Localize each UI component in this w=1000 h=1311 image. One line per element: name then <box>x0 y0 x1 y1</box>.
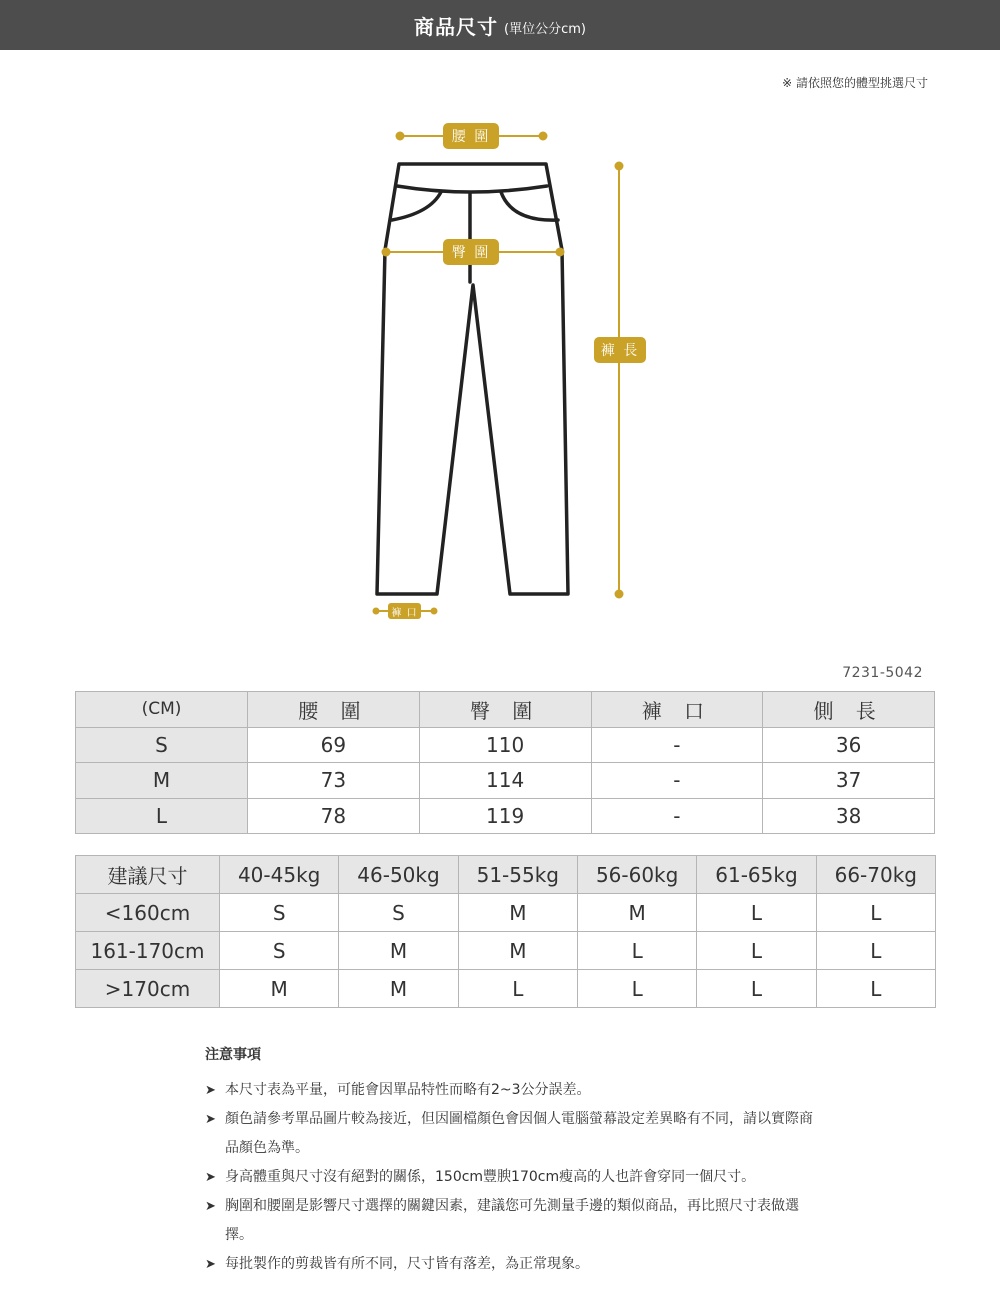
col-header-weight: 61-65kg <box>697 856 816 894</box>
note-text: 本尺寸表為平量，可能會因單品特性而略有2~3公分誤差。 <box>225 1082 591 1098</box>
list-item <box>205 1076 825 1105</box>
size-selection-note: ※ 請依照您的體型挑選尺寸 <box>782 76 928 90</box>
col-header-side-length: 側 長 <box>763 692 935 728</box>
table-cell: L <box>697 932 816 970</box>
table-cell: 36 <box>763 727 935 763</box>
col-header-waist: 腰 圍 <box>248 692 420 728</box>
hem-tag: 褲 口 <box>388 603 421 619</box>
table-cell: L <box>577 970 696 1008</box>
row-header-height: 161-170cm <box>76 932 220 970</box>
table-row <box>76 798 935 834</box>
table-cell: M <box>577 894 696 932</box>
col-header-weight: 56-60kg <box>577 856 696 894</box>
table-cell: S <box>339 894 458 932</box>
row-header-size: M <box>76 763 248 799</box>
notes-title: 注意事項 <box>205 1047 261 1063</box>
table-cell: M <box>339 970 458 1008</box>
arrow-bullet-icon: ➤ <box>205 1199 216 1214</box>
arrow-bullet-icon: ➤ <box>205 1112 216 1127</box>
col-header-weight: 40-45kg <box>220 856 339 894</box>
table-cell: 78 <box>248 798 420 834</box>
table-cell: S <box>220 894 339 932</box>
list-item <box>205 1250 825 1279</box>
table-cell: L <box>458 970 577 1008</box>
table-cell: L <box>577 932 696 970</box>
note-text: 胸圍和腰圍是影響尺寸選擇的關鍵因素，建議您可先測量手邊的類似商品，再比照尺寸表做選擇。 <box>225 1198 799 1243</box>
table-row <box>76 727 935 763</box>
col-header-weight: 51-55kg <box>458 856 577 894</box>
table-cell: 37 <box>763 763 935 799</box>
col-header-hip: 臀 圍 <box>419 692 591 728</box>
table-cell: L <box>816 970 935 1008</box>
pants-diagram <box>0 110 1000 630</box>
arrow-bullet-icon: ➤ <box>205 1170 216 1185</box>
table-header-row <box>76 692 935 728</box>
table-cell: S <box>220 932 339 970</box>
size-table <box>75 691 935 834</box>
table-cell: 73 <box>248 763 420 799</box>
table-cell: L <box>816 894 935 932</box>
product-code: 7231-5042 <box>842 665 923 681</box>
table-cell: 69 <box>248 727 420 763</box>
table-cell: L <box>816 932 935 970</box>
table-cell: L <box>697 970 816 1008</box>
table-cell: M <box>458 932 577 970</box>
length-tag: 褲 長 <box>594 337 646 363</box>
pants-illustration <box>0 110 1000 630</box>
note-text: 身高體重與尺寸沒有絕對的關係，150cm豐腴170cm瘦高的人也許會穿同一個尺寸。 <box>225 1169 756 1185</box>
waist-tag: 腰 圍 <box>443 123 499 149</box>
table-cell: M <box>458 894 577 932</box>
col-header-hem: 褲 口 <box>591 692 763 728</box>
note-text: 顏色請參考單品圖片較為接近，但因圖檔顏色會因個人電腦螢幕設定差異略有不同，請以實際商品顏色為準。 <box>225 1111 813 1156</box>
table-row <box>76 763 935 799</box>
row-header-height: >170cm <box>76 970 220 1008</box>
table-corner: 建議尺寸 <box>76 856 220 894</box>
arrow-bullet-icon: ➤ <box>205 1257 216 1272</box>
table-header-row <box>76 856 936 894</box>
table-row <box>76 970 936 1008</box>
list-item <box>205 1163 825 1192</box>
table-row <box>76 894 936 932</box>
size-recommendation-table <box>75 855 936 1008</box>
row-header-size: S <box>76 727 248 763</box>
col-header-weight: 46-50kg <box>339 856 458 894</box>
table-cell: M <box>220 970 339 1008</box>
table-cell: 110 <box>419 727 591 763</box>
list-item <box>205 1105 825 1163</box>
row-header-size: L <box>76 798 248 834</box>
table-corner: (CM) <box>76 692 248 728</box>
list-item <box>205 1192 825 1250</box>
table-cell: - <box>591 798 763 834</box>
table-cell: M <box>339 932 458 970</box>
header-bar <box>0 0 1000 50</box>
table-cell: 114 <box>419 763 591 799</box>
table-cell: 119 <box>419 798 591 834</box>
unit-label: (單位公分cm) <box>504 21 586 37</box>
table-row <box>76 932 936 970</box>
arrow-bullet-icon: ➤ <box>205 1083 216 1098</box>
table-cell: 38 <box>763 798 935 834</box>
table-cell: - <box>591 763 763 799</box>
table-cell: L <box>697 894 816 932</box>
hip-tag: 臀 圍 <box>443 239 499 265</box>
page-title: 商品尺寸 <box>414 14 499 39</box>
table-cell: - <box>591 727 763 763</box>
row-header-height: <160cm <box>76 894 220 932</box>
note-text: 每批製作的剪裁皆有所不同，尺寸皆有落差，為正常現象。 <box>225 1256 589 1272</box>
notes-section <box>205 1045 825 1279</box>
col-header-weight: 66-70kg <box>816 856 935 894</box>
